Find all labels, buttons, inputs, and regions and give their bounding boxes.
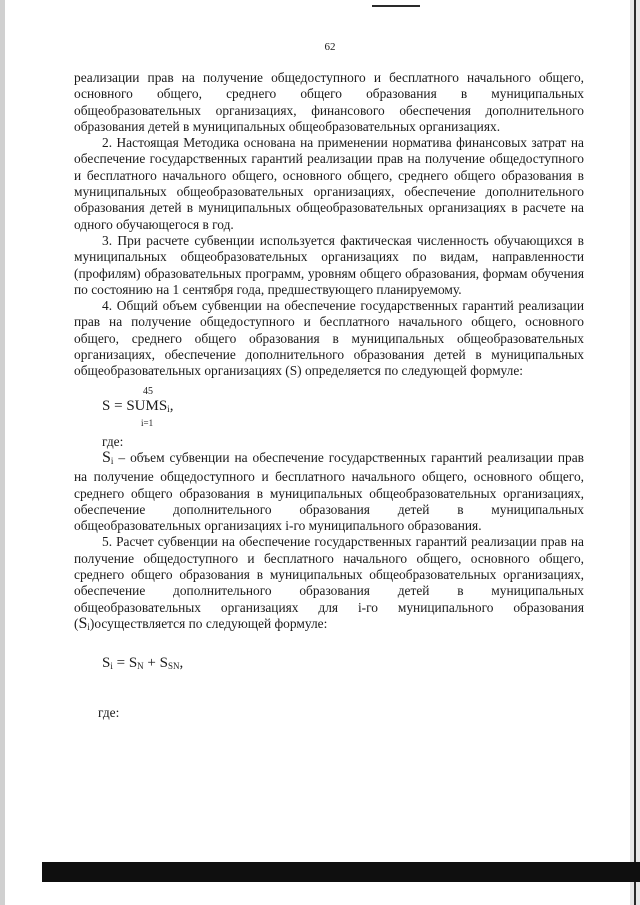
formula-2-comma: ,	[179, 655, 184, 672]
where-label-1: где:	[102, 433, 124, 449]
formula-1-operator: SUM	[126, 397, 159, 414]
scan-right-edge	[634, 0, 636, 905]
formula-2-lhs-subscript: i	[110, 661, 113, 672]
formula-2-term-1: S	[128, 655, 138, 672]
paragraph-4: 4. Общий объем субвенции на обеспечение государственных гарантий реализации прав на получение общедоступного и бесплатного начального общего, основного общего, среднего общего образования в муниципальных общеобразовательных организациях, обеспечение дополнительного образования детей в муниципальных общеобразовательных организациях (S) определяется по следующей формуле:	[74, 298, 584, 379]
formula-1-expression	[102, 398, 173, 417]
si-definition-variable: S	[102, 448, 111, 466]
si-definition	[74, 450, 584, 534]
formula-1-comma: ,	[169, 397, 174, 414]
scan-left-edge	[0, 0, 5, 905]
scan-top-mark	[372, 5, 420, 7]
paragraph-5-variable: S	[78, 614, 88, 632]
si-definition-text: – объем субвенции на обеспечение государственных гарантий реализации прав на получение общедоступного и бесплатного начального общего, основного общего, среднего общего образования в муниципальных общеобразовательных организациях, обеспечение дополнительного образования детей в муниципальных общеобразовательных организациях i-го муниципального образования.	[74, 449, 584, 534]
paragraph-5-text: 5. Расчет субвенции на обеспечение государственных гарантий реализации прав на получение общедоступного и бесплатного начального общего, основного общего, среднего общего образования в муниципальных общеобразовательных организациях, обеспечение дополнительного образования детей в муниципальных общеобразовательных организациях для i-го муниципального образования (	[74, 534, 584, 631]
paragraph-3: 3. При расчете субвенции используется фактическая численность обучающихся в муниципальных общеобразовательных организациях по видам, направленности (профилям) образовательных программ, уровням общего образования, формам обучения по состоянию на 1 сентября года, предшествующего планируемому.	[74, 232, 584, 297]
paragraph-5-tail: )осуществляется по следующей формуле:	[89, 615, 328, 631]
formula-1-upper-limit: 45	[143, 385, 153, 397]
si-definition-subscript: i	[110, 455, 114, 466]
where-label-2: где:	[98, 705, 120, 721]
formula-2-term-2: S	[159, 655, 168, 672]
formula-municipal-subvention	[102, 655, 584, 685]
formula-1-term-subscript: i	[167, 403, 170, 414]
formula-2-term-1-subscript: N	[137, 661, 144, 672]
paragraph-2: 2. Настоящая Методика основана на применении норматива финансовых затрат на обеспечение государственных гарантий реализации прав на получение общедоступного и бесплатного начального общего, основного общего, среднего общего образования в муниципальных общеобразовательных организациях, обеспечение дополнительного образования детей в муниципальных общеобразовательных организациях в расчете на одного обучающегося в год.	[74, 135, 584, 232]
formula-1-equals: =	[114, 397, 123, 414]
paragraph-5-subscript: i	[87, 621, 90, 632]
scan-bottom-bar	[42, 862, 640, 882]
paragraph-continuation: реализации прав на получение общедоступного и бесплатного начального общего, основного общего, среднего общего образования в муниципальных общеобразовательных организациях, финансового обеспечения дополнительного образования детей в муниципальных общеобразовательных организациях.	[74, 70, 584, 134]
document-body	[74, 70, 584, 722]
formula-1-lhs: S	[102, 397, 111, 414]
formula-1-lower-limit: i=1	[141, 417, 154, 428]
paragraph-5	[74, 534, 584, 635]
formula-total-subvention	[102, 384, 584, 426]
formula-2-term-2-subscript: SN	[167, 661, 180, 672]
formula-2-equals: =	[116, 655, 126, 672]
formula-1-term: S	[158, 397, 168, 414]
page-number: 62	[324, 41, 336, 53]
formula-2-lhs: S	[102, 655, 111, 672]
formula-2-plus: +	[147, 655, 156, 672]
